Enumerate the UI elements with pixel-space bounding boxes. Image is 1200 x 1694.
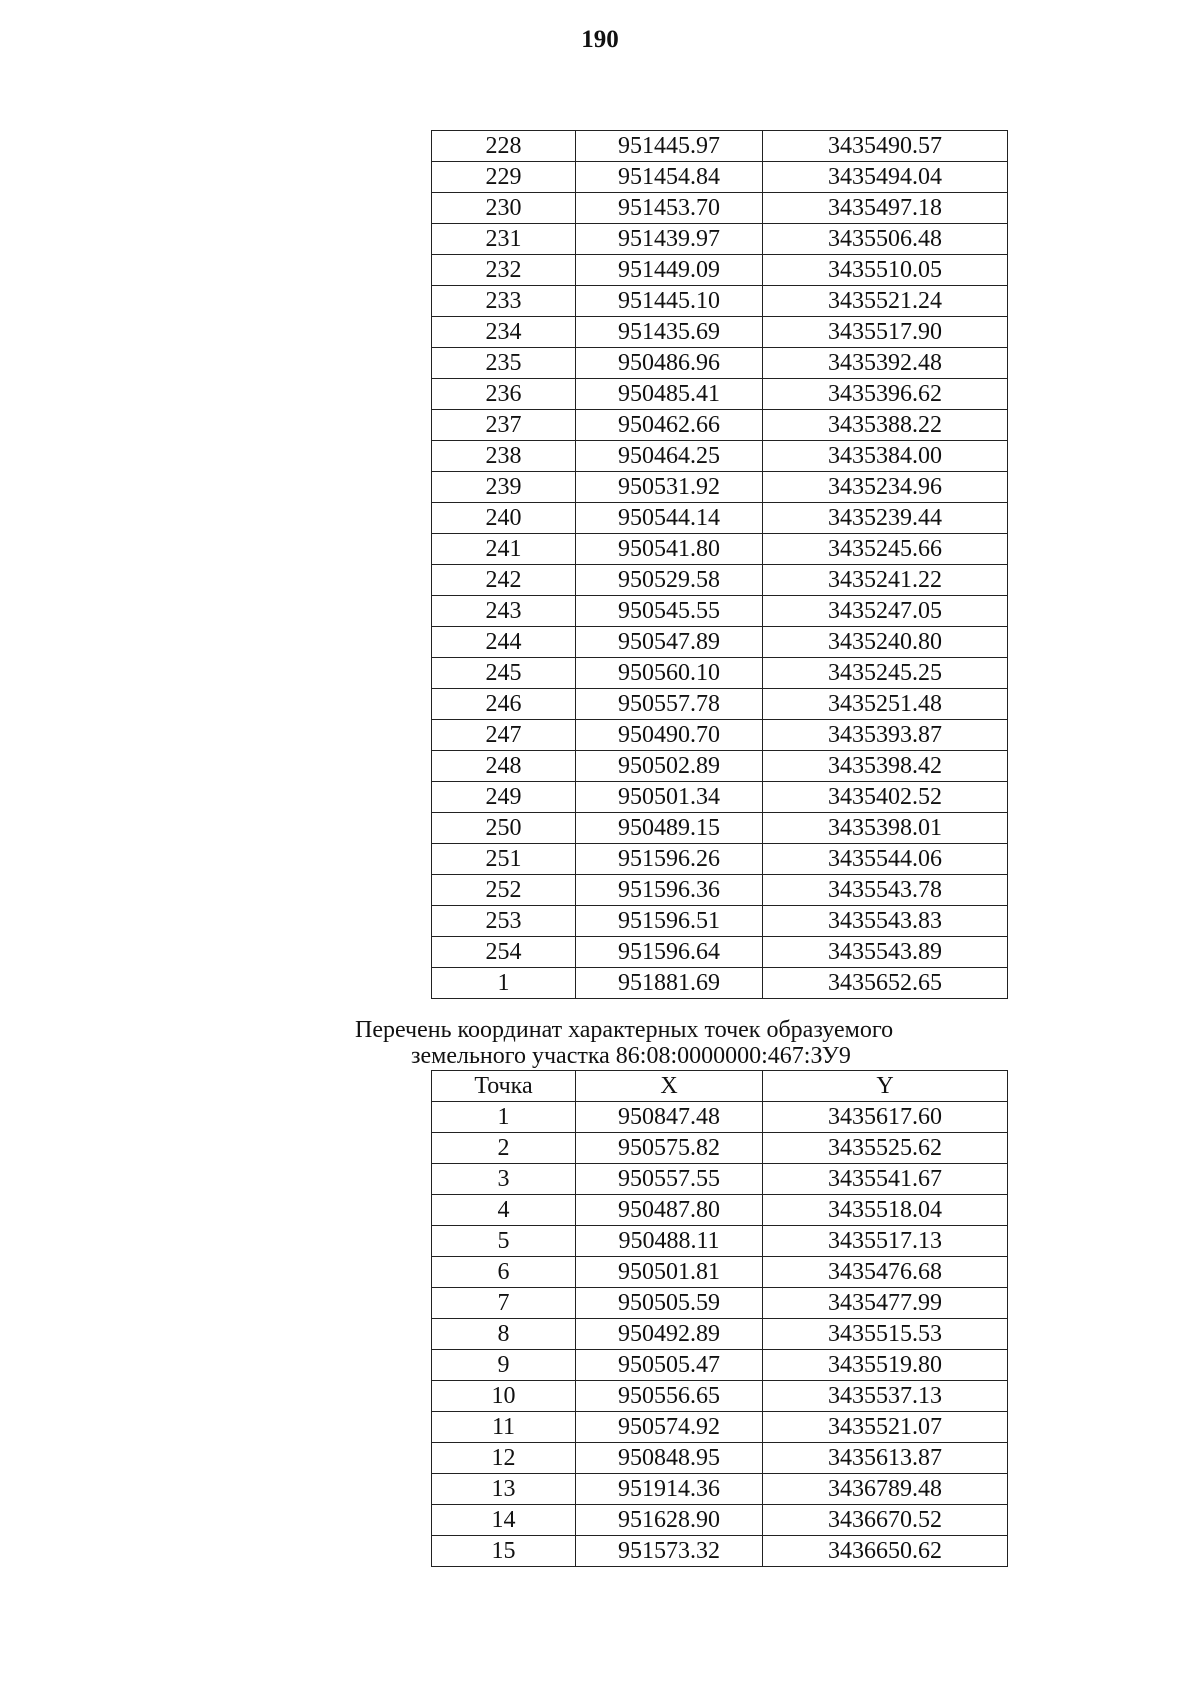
cell-x: 950502.89 [576,751,763,782]
table-row [432,906,1008,937]
plot-coordinates-table-body [432,1102,1008,1567]
cell-x: 950505.47 [576,1350,763,1381]
table-row [432,1164,1008,1195]
cell-x: 950487.80 [576,1195,763,1226]
cell-x: 950485.41 [576,379,763,410]
cell-y: 3435234.96 [763,472,1008,503]
cell-x: 951445.97 [576,131,763,162]
cell-y: 3435392.48 [763,348,1008,379]
cell-point: 244 [432,627,576,658]
cell-point: 5 [432,1226,576,1257]
cell-y: 3435518.04 [763,1195,1008,1226]
cell-y: 3435240.80 [763,627,1008,658]
cell-y: 3435543.83 [763,906,1008,937]
table-row [432,968,1008,999]
cell-point: 232 [432,255,576,286]
cell-y: 3435652.65 [763,968,1008,999]
cell-x: 950556.65 [576,1381,763,1412]
cell-point: 245 [432,658,576,689]
cell-point: 15 [432,1536,576,1567]
cell-y: 3435396.62 [763,379,1008,410]
cell-x: 951596.36 [576,875,763,906]
cell-x: 950560.10 [576,658,763,689]
section-heading [355,1017,955,1069]
cell-point: 254 [432,937,576,968]
cell-x: 951445.10 [576,286,763,317]
cell-x: 950464.25 [576,441,763,472]
cell-point: 229 [432,162,576,193]
cell-y: 3435525.62 [763,1133,1008,1164]
table-row [432,1195,1008,1226]
cell-y: 3435384.00 [763,441,1008,472]
cell-y: 3435247.05 [763,596,1008,627]
table-row [432,534,1008,565]
table-row [432,596,1008,627]
table-row [432,1350,1008,1381]
cell-y: 3435476.68 [763,1257,1008,1288]
cell-y: 3435506.48 [763,224,1008,255]
cell-point: 14 [432,1505,576,1536]
cell-point: 231 [432,224,576,255]
cell-point: 249 [432,782,576,813]
cell-x: 950575.82 [576,1133,763,1164]
table-row [432,1536,1008,1567]
table-row [432,565,1008,596]
cell-y: 3435490.57 [763,131,1008,162]
cell-point: 235 [432,348,576,379]
cell-x: 950574.92 [576,1412,763,1443]
cell-x: 950531.92 [576,472,763,503]
table-row [432,410,1008,441]
cell-y: 3435613.87 [763,1443,1008,1474]
cell-point: 242 [432,565,576,596]
table-row [432,782,1008,813]
table-row [432,1505,1008,1536]
table-row [432,379,1008,410]
cell-x: 951449.09 [576,255,763,286]
cell-point: 243 [432,596,576,627]
cell-y: 3436650.62 [763,1536,1008,1567]
table-row [432,844,1008,875]
cell-y: 3436789.48 [763,1474,1008,1505]
cell-x: 951628.90 [576,1505,763,1536]
coordinates-table-continued [431,130,1008,999]
cell-x: 951596.64 [576,937,763,968]
cell-x: 950541.80 [576,534,763,565]
cell-x: 950501.81 [576,1257,763,1288]
table-row [432,1226,1008,1257]
cell-point: 236 [432,379,576,410]
cell-point: 228 [432,131,576,162]
cell-point: 10 [432,1381,576,1412]
cell-point: 13 [432,1474,576,1505]
table-row [432,1412,1008,1443]
cell-y: 3435617.60 [763,1102,1008,1133]
cell-point: 8 [432,1319,576,1350]
table-row [432,1288,1008,1319]
table-row [432,937,1008,968]
table-row [432,131,1008,162]
cell-y: 3435515.53 [763,1319,1008,1350]
cell-y: 3435519.80 [763,1350,1008,1381]
cell-y: 3435521.24 [763,286,1008,317]
cell-x: 950847.48 [576,1102,763,1133]
cell-y: 3435388.22 [763,410,1008,441]
cell-y: 3435537.13 [763,1381,1008,1412]
cell-x: 951435.69 [576,317,763,348]
cell-x: 951439.97 [576,224,763,255]
cell-point: 4 [432,1195,576,1226]
table-row [432,255,1008,286]
cell-point: 6 [432,1257,576,1288]
cell-point: 238 [432,441,576,472]
table-row [432,1133,1008,1164]
table-row [432,1102,1008,1133]
page-number: 190 [581,26,619,53]
cell-point: 1 [432,968,576,999]
cell-y: 3435517.13 [763,1226,1008,1257]
table-row [432,317,1008,348]
cell-point: 251 [432,844,576,875]
cell-x: 950489.15 [576,813,763,844]
cell-x: 951596.51 [576,906,763,937]
table-row [432,224,1008,255]
cell-y: 3435510.05 [763,255,1008,286]
cell-point: 11 [432,1412,576,1443]
table-row [432,1381,1008,1412]
table-row [432,627,1008,658]
column-header-y: Y [763,1071,1008,1102]
table-row [432,1319,1008,1350]
cell-point: 234 [432,317,576,348]
cell-x: 951454.84 [576,162,763,193]
table-row [432,441,1008,472]
plot-coordinates-table [431,1070,1008,1567]
cell-y: 3436670.52 [763,1505,1008,1536]
cell-x: 951914.36 [576,1474,763,1505]
cell-point: 239 [432,472,576,503]
column-header-point: Точка [432,1071,576,1102]
cell-y: 3435398.01 [763,813,1008,844]
cell-y: 3435477.99 [763,1288,1008,1319]
cell-point: 2 [432,1133,576,1164]
table-row [432,193,1008,224]
table-row [432,875,1008,906]
cell-y: 3435239.44 [763,503,1008,534]
cell-y: 3435543.89 [763,937,1008,968]
table-row [432,162,1008,193]
cell-x: 950488.11 [576,1226,763,1257]
table-row [432,658,1008,689]
cell-x: 950557.78 [576,689,763,720]
cell-x: 951881.69 [576,968,763,999]
cell-x: 950492.89 [576,1319,763,1350]
cell-y: 3435393.87 [763,720,1008,751]
table-row [432,503,1008,534]
cell-point: 1 [432,1102,576,1133]
cell-y: 3435398.42 [763,751,1008,782]
cell-y: 3435543.78 [763,875,1008,906]
cell-y: 3435494.04 [763,162,1008,193]
table-row [432,348,1008,379]
table-header-row [432,1071,1008,1102]
cell-point: 247 [432,720,576,751]
cell-point: 7 [432,1288,576,1319]
cell-y: 3435251.48 [763,689,1008,720]
cell-x: 951453.70 [576,193,763,224]
cell-point: 250 [432,813,576,844]
cell-y: 3435497.18 [763,193,1008,224]
cell-y: 3435517.90 [763,317,1008,348]
cell-point: 252 [432,875,576,906]
cell-y: 3435245.66 [763,534,1008,565]
cell-x: 950848.95 [576,1443,763,1474]
column-header-x: X [576,1071,763,1102]
cell-point: 3 [432,1164,576,1195]
cell-point: 253 [432,906,576,937]
cell-y: 3435241.22 [763,565,1008,596]
section-heading-line-2: земельного участка 86:08:0000000:467:ЗУ9 [411,1043,851,1069]
table-row [432,689,1008,720]
cell-x: 950529.58 [576,565,763,596]
cell-y: 3435544.06 [763,844,1008,875]
cell-point: 241 [432,534,576,565]
cell-y: 3435402.52 [763,782,1008,813]
table-row [432,1257,1008,1288]
cell-x: 950501.34 [576,782,763,813]
coordinates-table-body [432,131,1008,999]
table-row [432,1474,1008,1505]
cell-x: 950557.55 [576,1164,763,1195]
cell-point: 248 [432,751,576,782]
cell-x: 950490.70 [576,720,763,751]
cell-y: 3435521.07 [763,1412,1008,1443]
cell-point: 233 [432,286,576,317]
table-row [432,286,1008,317]
cell-point: 246 [432,689,576,720]
cell-x: 950545.55 [576,596,763,627]
cell-x: 950544.14 [576,503,763,534]
cell-x: 950462.66 [576,410,763,441]
table-row [432,813,1008,844]
cell-x: 950547.89 [576,627,763,658]
table-row [432,751,1008,782]
cell-point: 9 [432,1350,576,1381]
cell-x: 950486.96 [576,348,763,379]
cell-point: 237 [432,410,576,441]
section-heading-line-1: Перечень координат характерных точек образуемого [355,1017,894,1043]
table-row [432,720,1008,751]
table-row [432,1443,1008,1474]
cell-point: 230 [432,193,576,224]
cell-x: 951596.26 [576,844,763,875]
cell-x: 951573.32 [576,1536,763,1567]
table-row [432,472,1008,503]
cell-y: 3435245.25 [763,658,1008,689]
cell-point: 240 [432,503,576,534]
cell-point: 12 [432,1443,576,1474]
cell-x: 950505.59 [576,1288,763,1319]
cell-y: 3435541.67 [763,1164,1008,1195]
